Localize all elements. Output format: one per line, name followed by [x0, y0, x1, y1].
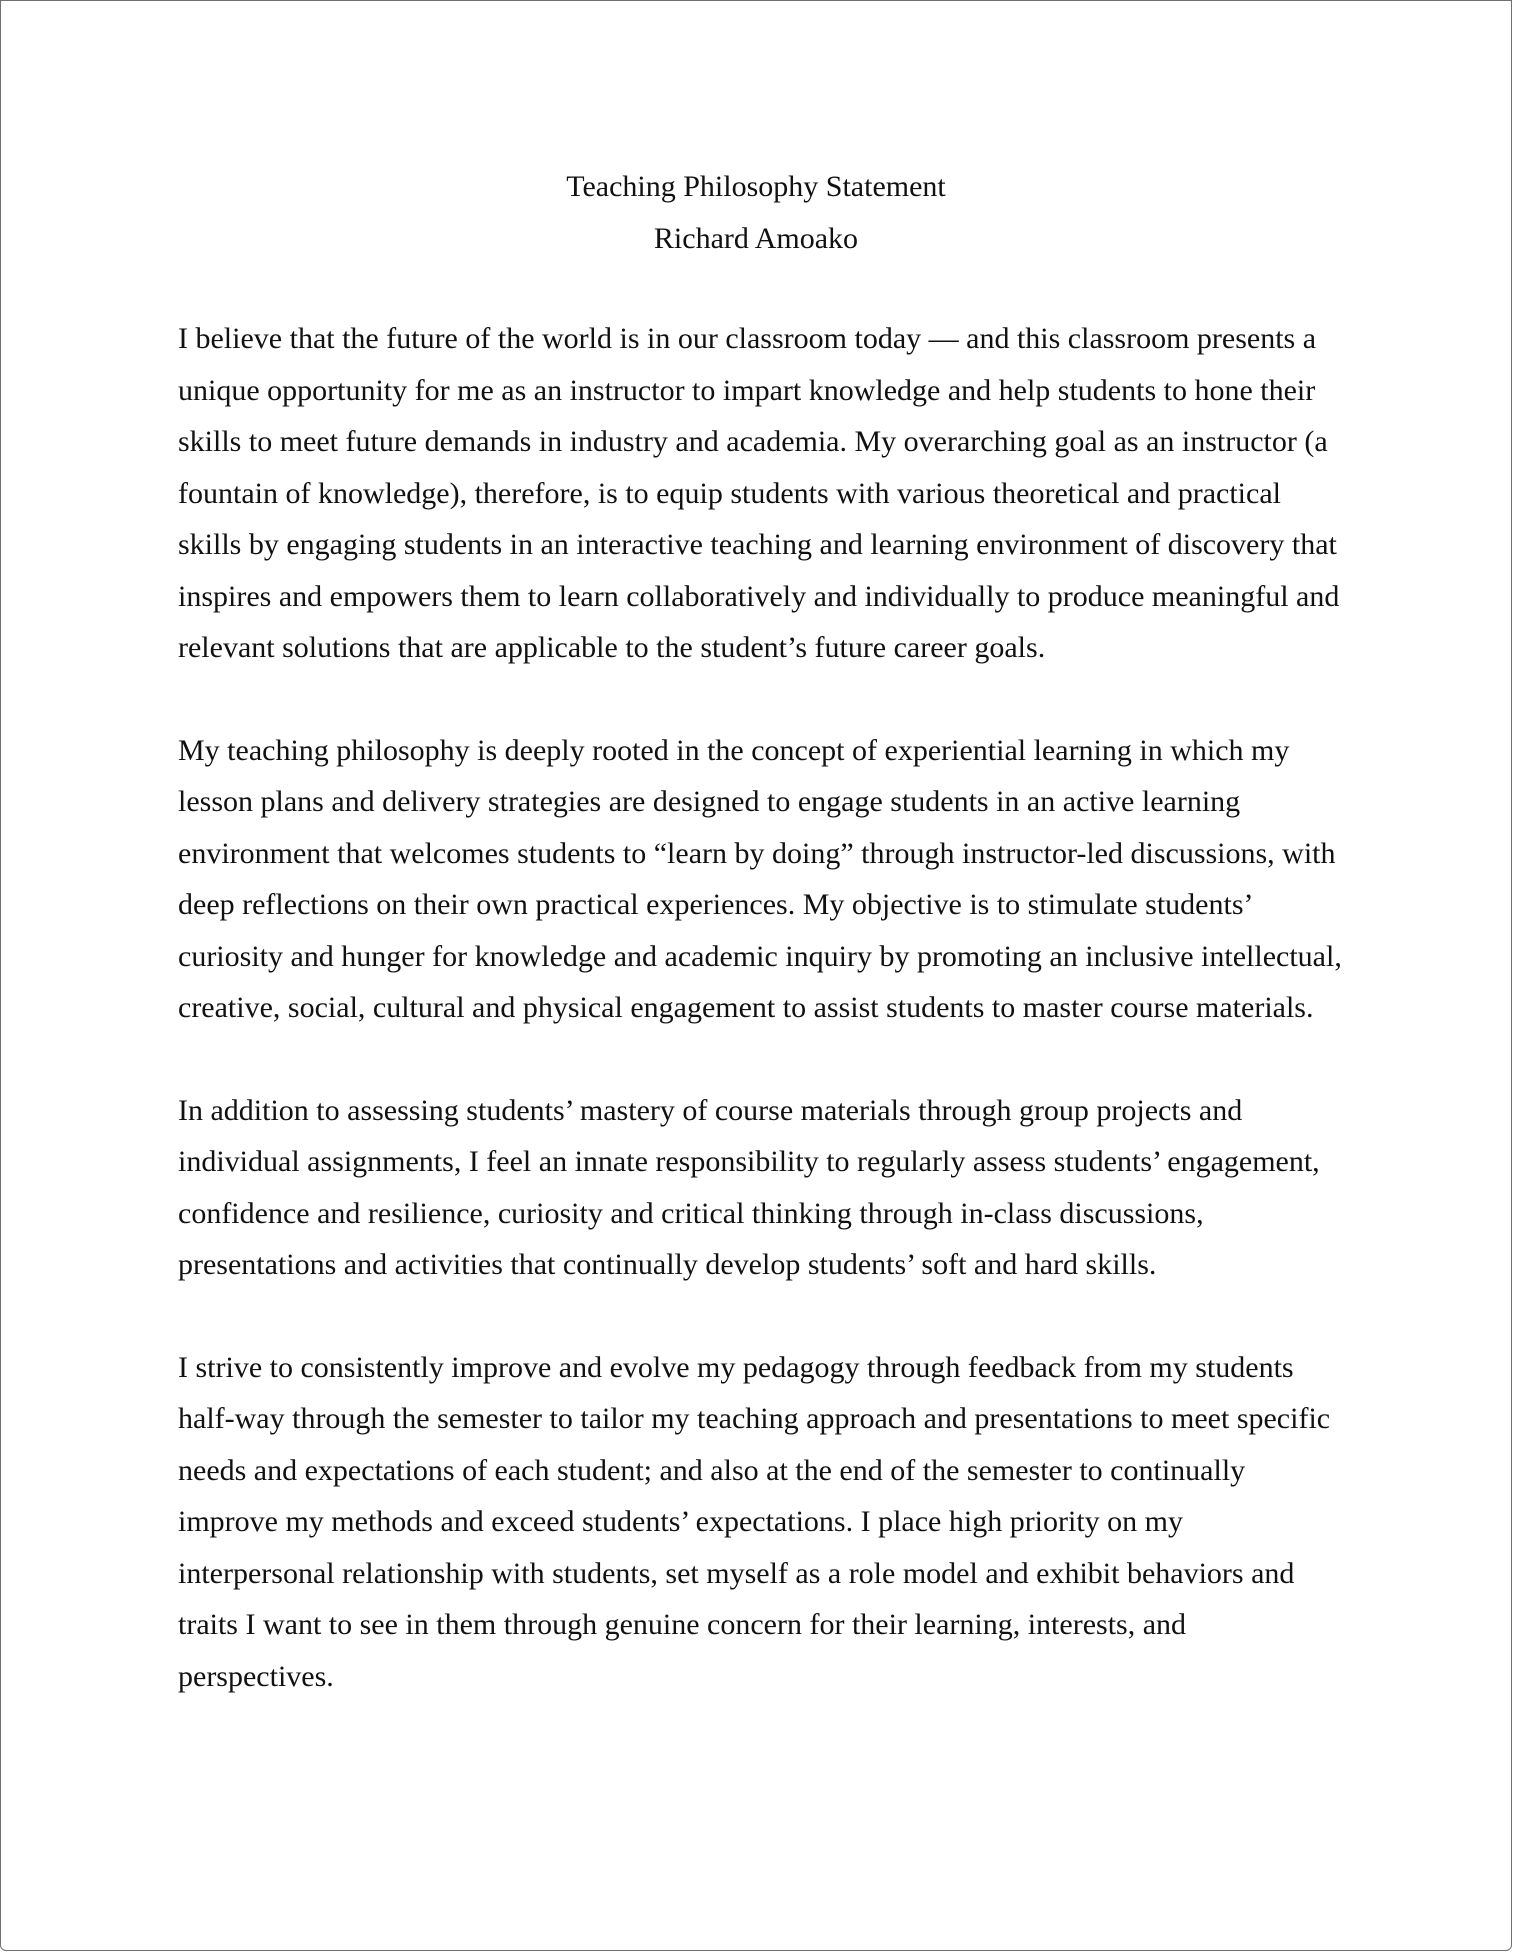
paragraph-line: presentations and activities that continually develop students’ soft and hard skills. — [178, 1248, 1157, 1281]
paragraph-line: perspectives. — [178, 1659, 334, 1693]
paragraph-line: improve my methods and exceed students’ expectations. I place high priority on my — [178, 1505, 1184, 1538]
paragraph-line: unique opportunity for me as an instructor to impart knowledge and help students to hone their — [178, 373, 1316, 407]
document-body — [178, 313, 1350, 1753]
document-heading — [1, 161, 1511, 265]
document-title: Teaching Philosophy Statement — [566, 170, 946, 203]
paragraph-line: In addition to assessing students’ mastery of course materials through group projects and — [178, 1093, 1243, 1127]
paragraph-line: lesson plans and delivery strategies are designed to engage students in an active learning — [178, 785, 1241, 818]
paragraph-line: skills by engaging students in an interactive teaching and learning environment of discovery that — [178, 528, 1337, 561]
paragraph-2 — [178, 725, 1350, 1034]
paragraph-line: individual assignments, I feel an innate responsibility to regularly assess students’ engagement, — [178, 1145, 1320, 1178]
paragraph-line: relevant solutions that are applicable to the student’s future career goals. — [178, 631, 1046, 664]
paragraph-line: I believe that the future of the world is in our classroom today — and this classroom presents a — [178, 322, 1317, 355]
paragraph-line: My teaching philosophy is deeply rooted in the concept of experiential learning in which my — [178, 733, 1290, 767]
paragraph-3 — [178, 1085, 1350, 1291]
paragraph-line: needs and expectations of each student; and also at the end of the semester to continually — [178, 1453, 1246, 1487]
document-author: Richard Amoako — [653, 222, 859, 255]
paragraph-line: I strive to consistently improve and evolve my pedagogy through feedback from my students — [178, 1350, 1294, 1384]
paragraph-line: inspires and empowers them to learn collaboratively and individually to produce meaningful and — [178, 579, 1340, 613]
paragraph-line: skills to meet future demands in industry and academia. My overarching goal as an instructor (a — [178, 425, 1328, 458]
paragraph-line: curiosity and hunger for knowledge and academic inquiry by promoting an inclusive intellectual, — [178, 939, 1342, 973]
paragraph-line: creative, social, cultural and physical engagement to assist students to master course materials. — [178, 991, 1314, 1024]
paragraph-line: confidence and resilience, curiosity and critical thinking through in-class discussions, — [178, 1196, 1204, 1230]
paragraph-line: environment that welcomes students to “learn by doing” through instructor-led discussions, with — [178, 836, 1336, 870]
paragraph-line: deep reflections on their own practical experiences. My objective is to stimulate students’ — [178, 888, 1254, 921]
paragraph-line: traits I want to see in them through genuine concern for their learning, interests, and — [178, 1608, 1187, 1641]
paragraph-line: interpersonal relationship with students, set myself as a role model and exhibit behaviors and — [178, 1556, 1295, 1590]
paragraph-1 — [178, 313, 1350, 674]
paragraph-line: fountain of knowledge), therefore, is to equip students with various theoretical and practical — [178, 476, 1281, 510]
paragraph-4 — [178, 1342, 1350, 1703]
paragraph-line: half-way through the semester to tailor my teaching approach and presentations to meet specific — [178, 1402, 1331, 1435]
